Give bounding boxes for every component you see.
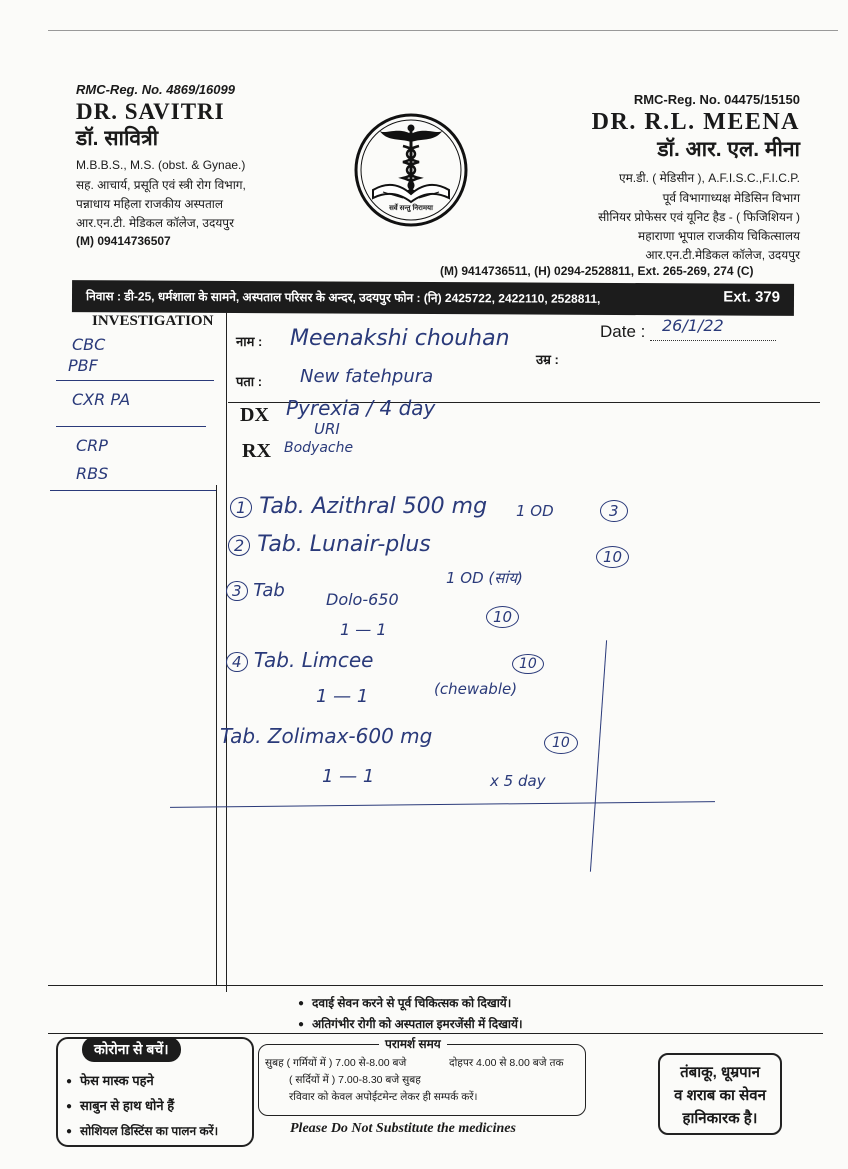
medicine-2-qty: 10: [596, 546, 629, 568]
right-doctor-degree: एम.डी. ( मेडिसीन ), A.F.I.S.C.,F.I.C.P.: [618, 171, 800, 185]
address-bar-ext: Ext. 379: [723, 288, 781, 306]
prescription-stroke: [590, 640, 607, 872]
patient-address: New fatehpura: [300, 366, 434, 387]
investigation-underline: [56, 426, 206, 427]
right-doctor-name-hindi: डॉ. आर. एल. मीना: [657, 138, 800, 161]
right-doctor-line2: सीनियर प्रोफेसर एवं यूनिट हैड - ( फिजिशियन ): [598, 210, 800, 224]
left-doctor-block: [76, 82, 246, 248]
medicine-4-qty: 10: [512, 654, 544, 674]
left-doctor-line1: सह. आचार्य, प्रसूति एवं स्त्री रोग विभाग,: [76, 178, 246, 192]
note-item: ● अतिगंभीर रोगी को अस्पताल इमरजेंसी में दिखायें।: [298, 1014, 523, 1035]
investigation-underline: [50, 490, 216, 491]
right-doctor-line1: पूर्व विभागाध्यक्ष मेडिसिन विभाग: [662, 191, 800, 205]
investigation-item: RBS: [76, 464, 109, 483]
right-reg-number: RMC-Reg. No. 04475/15150: [633, 92, 800, 107]
consult-title: परामर्श समय: [379, 1035, 447, 1052]
date-label: Date :: [600, 322, 646, 341]
consult-row1a: सुबह ( गर्मियों में ) 7.00 से-8.00 बजे: [265, 1057, 407, 1069]
medicine-4-number: 4: [226, 652, 248, 672]
medicine-4-name: Tab. Limcee: [253, 648, 374, 672]
medicine-1-dose: 1 OD: [516, 502, 554, 520]
right-doctor-phones: (M) 9414736511, (H) 0294-2528811, Ext. 265-269, 274 (C): [440, 264, 754, 278]
corona-box: [56, 1037, 254, 1147]
left-doctor-degree: M.B.B.S., M.S. (obst. & Gynae.): [76, 158, 246, 172]
age-label: उम्र :: [536, 352, 559, 367]
medicine-2: [228, 532, 431, 557]
medicine-5-qty: 10: [544, 732, 578, 754]
medicine-1-number: 1: [230, 497, 252, 518]
medicine-1-qty: 3: [600, 500, 628, 522]
medicine-5-note: x 5 day: [490, 772, 546, 790]
form-divider-lower: [216, 485, 217, 985]
form-bottom-line: [48, 985, 823, 986]
diagnosis-line3: Bodyache: [284, 440, 354, 456]
consult-row1b: दोहपर 4.00 से 8.00 बजे तक: [449, 1057, 564, 1069]
consult-row3: रविवार को केवल अपोईटमेन्ट लेकर ही सम्पर्क करें।: [289, 1091, 478, 1103]
medicine-1-name: Tab. Azithral 500 mg: [259, 494, 488, 519]
left-doctor-name: DR. SAVITRI: [76, 99, 225, 124]
medicine-5-schedule: 1 — 1: [322, 766, 375, 787]
investigation-item: CBC: [72, 335, 106, 354]
left-doctor-line3: आर.एन.टी. मेडिकल कॉलेज, उदयपुर: [76, 216, 235, 230]
corona-item: ● फेस मास्क पहने: [66, 1069, 252, 1094]
left-doctor-mobile: (M) 09414736507: [76, 234, 171, 248]
dx-label: DX: [240, 404, 269, 426]
investigation-label: INVESTIGATION: [92, 313, 214, 329]
medicine-1: [230, 494, 487, 519]
medicine-4: [226, 648, 373, 672]
tobacco-box: [658, 1053, 782, 1135]
investigation-underline: [56, 380, 214, 381]
logo: [353, 112, 469, 228]
medicine-3-qty: 10: [486, 606, 519, 628]
medicine-3-name: Dolo-650: [326, 590, 399, 609]
right-doctor-line3: महाराणा भूपाल राजकीय चिकित्सालय: [638, 229, 800, 243]
tobacco-line2: व शराब का सेवन: [674, 1087, 766, 1104]
medicine-4-note: (chewable): [434, 680, 518, 698]
corona-list: [66, 1069, 252, 1144]
medicine-3-tab: Tab: [253, 580, 285, 601]
corona-item: ● सोशियल डिस्टिंस का पालन करें।: [66, 1119, 252, 1144]
address-bar-text: निवास : डी-25, धर्मशाला के सामने, अस्पताल परिसर के अन्दर, उदयपुर फोन : (नि) 2425722, 2422110, 2528811,: [85, 289, 601, 306]
footer-note: Please Do Not Substitute the medicines: [290, 1121, 516, 1136]
medicine-4-schedule: 1 — 1: [316, 686, 369, 707]
right-doctor-block: [592, 92, 800, 263]
address-bar: [72, 280, 794, 316]
corona-item: ● साबुन से हाथ धोने हैं: [66, 1094, 252, 1119]
date-line: [650, 340, 776, 341]
medicine-3-dose: 1 OD (सांय): [446, 569, 523, 587]
medicine-3-number: 3: [226, 581, 248, 601]
name-label: नाम :: [236, 334, 263, 349]
consult-row2: ( सर्दियों में ) 7.00-8.30 बजे सुबह: [289, 1074, 421, 1086]
address-label: पता :: [236, 374, 263, 389]
consult-box: [258, 1037, 586, 1116]
medicine-3-schedule: 1 — 1: [340, 620, 387, 639]
prescription-end-line: [170, 801, 715, 808]
right-doctor-name: DR. R.L. MEENA: [591, 109, 800, 135]
instructions-notes: [298, 993, 523, 1035]
left-doctor-line2: पन्नाधाय महिला राजकीय अस्पताल: [76, 197, 224, 211]
right-doctor-line4: आर.एन.टी.मेडिकल कॉलेज, उदयपुर: [645, 248, 800, 262]
patient-name: Meenakshi chouhan: [290, 326, 510, 351]
logo-caption: सर्वे सन्तु निरामया: [389, 205, 433, 212]
investigation-item: PBF: [68, 356, 98, 375]
visit-date: 26/1/22: [662, 316, 724, 335]
corona-title: कोरोना से बचें।: [82, 1037, 181, 1062]
left-doctor-name-hindi: डॉ. सावित्री: [76, 127, 159, 150]
medicine-5-name: Tab. Zolimax-600 mg: [220, 724, 433, 748]
medicine-3: [226, 580, 285, 601]
investigation-item: CXR PA: [72, 390, 131, 409]
diagnosis-line1: Pyrexia / 4 day: [286, 396, 436, 420]
medicine-2-name: Tab. Lunair-plus: [257, 532, 431, 557]
note-item: ● दवाई सेवन करने से पूर्व चिकित्सक को दिखायें।: [298, 993, 523, 1014]
rx-label: RX: [242, 440, 271, 462]
tobacco-line1: तंबाकू, धूम्रपान: [680, 1064, 760, 1081]
investigation-item: CRP: [76, 436, 108, 455]
medicine-2-number: 2: [228, 535, 250, 556]
left-reg-number: RMC-Reg. No. 4869/16099: [76, 82, 235, 97]
diagnosis-line2: URI: [314, 420, 340, 438]
tobacco-line3: हानिकारक है।: [682, 1110, 758, 1127]
top-border: [48, 30, 838, 31]
